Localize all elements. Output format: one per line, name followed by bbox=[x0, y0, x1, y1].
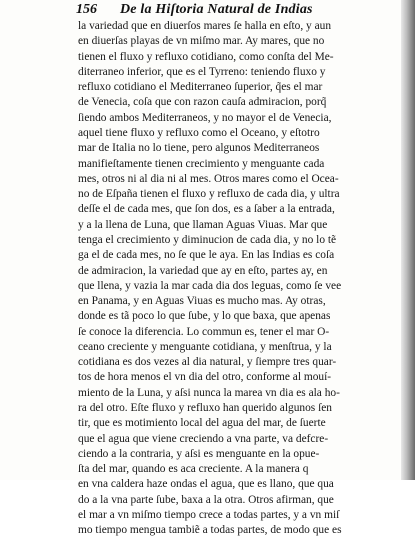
text-line: tir, que es motimiento local del agua del mar, de ſuerte bbox=[78, 417, 326, 430]
text-line: cotidiana es dos vezes al dia natural, y ſiempre tres quar- bbox=[78, 356, 337, 369]
body-text bbox=[78, 19, 398, 539]
text-line: de admiracion, la variedad que ay en eſto, partes ay, en bbox=[78, 264, 328, 277]
text-line: ga el de cada mes, no ſe que le aya. En las Indias es coſa bbox=[78, 249, 335, 262]
running-head: De la Hiſtoria Natural de Indias bbox=[120, 2, 313, 17]
text-line: que llena, y vazia la mar cada dia dos leguas, como ſe vee bbox=[78, 279, 342, 292]
text-line: mes, otros ni al dia ni al mes. Otros mares como el Ocea- bbox=[78, 172, 339, 185]
text-line: miento de la Luna, y aſsi nunca la marea vn dia es ala ho- bbox=[78, 386, 340, 399]
text-line: diterraneo inferior, que es el Tyrreno: teniendo fluxo y bbox=[78, 65, 326, 78]
text-line: manifieſtamente tienen crecimiento y menguante cada bbox=[78, 157, 325, 170]
text-line: ſe conoce la diferencia. Lo commun es, tener el mar O- bbox=[78, 325, 330, 338]
text-line: aquel tiene fluxo y refluxo como el Oceano, y eſtotro bbox=[78, 126, 320, 139]
text-line: ſiendo ambos Mediterraneos, y no mayor el de Venecia, bbox=[78, 111, 332, 124]
text-line: do a la vna parte ſube, baxa a la otra. Otros afirman, que bbox=[78, 493, 334, 506]
page-edge-shadow bbox=[401, 0, 415, 480]
text-line: que el agua que viene creciendo a vna parte, va defcre- bbox=[78, 432, 329, 445]
text-line: la variedad que en diuerſos mares ſe halla en eſto, y aun bbox=[78, 20, 332, 32]
text-line: en diuerſas playas de vn miſmo mar. Ay mares, que no bbox=[78, 35, 325, 48]
page-number: 156 bbox=[76, 2, 97, 17]
text-line: de Venecia, coſa que con razon cauſa admiracion, porq̃ bbox=[78, 96, 327, 109]
text-line: en Panama, y en Aguas Viuas es mucho mas. Ay otras, bbox=[78, 295, 326, 308]
text-line: deſſe el de cada mes, que ſon dos, es a ſaber a la entrada, bbox=[78, 203, 335, 216]
text-line: tienen el fluxo y refluxo cotidiano, como conſta del Me- bbox=[78, 50, 334, 63]
text-line: el mar a vn miſmo tiempo crece a todas partes, y a vn miſ bbox=[78, 509, 340, 521]
text-line: ceano creciente y menguante cotidiana, y menſtrua, y la bbox=[78, 340, 332, 353]
text-line: mar de Italia no lo tiene, pero algunos Mediterraneos bbox=[78, 142, 320, 155]
text-line: no de Eſpaña tienen el fluxo y refluxo de cada dia, y ultra bbox=[78, 188, 340, 201]
text-line: tos de hora menos el vn dia del otro, conforme al mouí- bbox=[78, 371, 332, 384]
text-line: tenga el crecimiento y diminucion de cada dia, y no lo tẽ bbox=[78, 233, 337, 246]
text-line: ſta del mar, quando es aca creciente. A la manera q bbox=[78, 463, 309, 476]
text-line: donde es tã poco lo que ſube, y lo que baxa, que apenas bbox=[78, 310, 331, 323]
text-line: en vna caldera haze ondas el agua, que es llano, que qua bbox=[78, 478, 334, 491]
text-line: refluxo cotidiano el Mediterraneo ſuperior, q̃es el mar bbox=[78, 81, 323, 94]
text-line: ciendo a la contraria, y aſsi es menguante en la opue- bbox=[78, 447, 320, 460]
text-line: ra del otro. Eſte fluxo y refluxo han querido algunos ſen bbox=[78, 402, 333, 415]
text-line: y a la llena de Luna, que llaman Aguas Viuas. Mar que bbox=[78, 218, 328, 231]
text-line: mo tiempo mengua tambiẽ a todas partes, de modo que es bbox=[78, 524, 342, 537]
